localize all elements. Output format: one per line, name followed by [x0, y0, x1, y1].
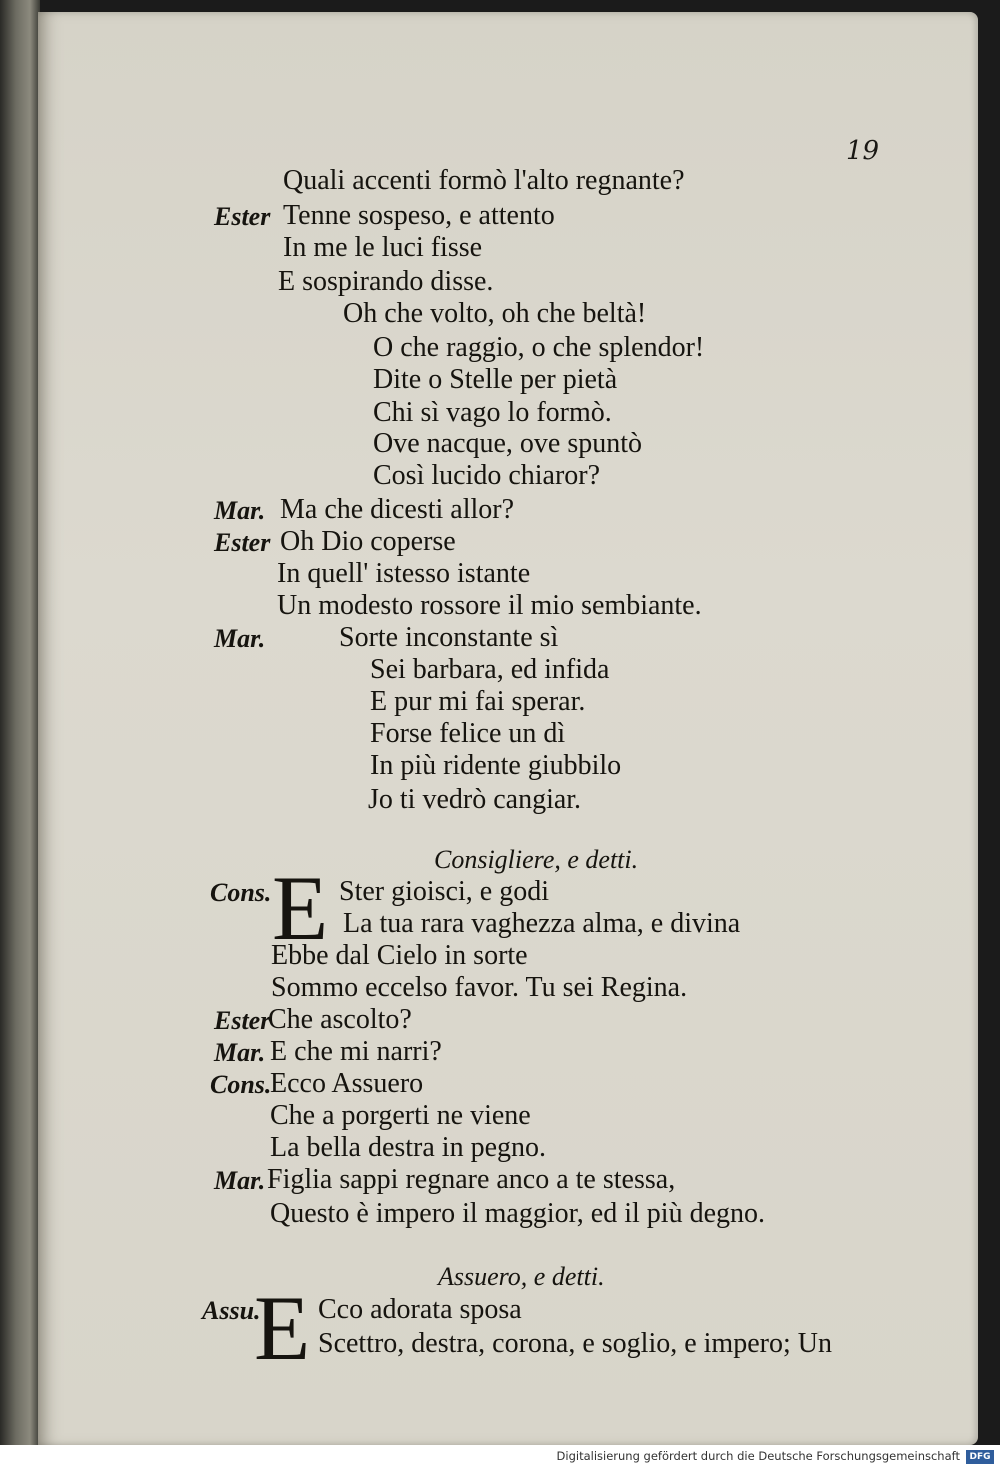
speaker-label: Mar. [214, 496, 266, 525]
scene-heading: Assuero, e detti. [438, 1262, 605, 1291]
speaker-label: Cons. [210, 878, 272, 907]
verse-line: Scettro, destra, corona, e soglio, e impero; Un [318, 1328, 832, 1359]
verse-line: Ove nacque, ove spuntò [373, 428, 643, 459]
verse-line: O che raggio, o che splendor! [373, 332, 705, 363]
drop-capital: E [272, 857, 329, 959]
verse-line: Ster gioisci, e godi [339, 876, 549, 907]
verse-line: Sommo eccelso favor. Tu sei Regina. [271, 972, 688, 1003]
verse-line: Così lucido chiaror? [373, 460, 601, 491]
verse-line: Chi sì vago lo formò. [373, 397, 612, 428]
speaker-label: Mar. [214, 624, 266, 653]
scene-heading: Consigliere, e detti. [434, 845, 639, 874]
verse-line: Sorte inconstante sì [339, 622, 559, 653]
page-number: 19 [846, 136, 880, 166]
verse-line: E pur mi fai sperar. [370, 686, 586, 717]
verse-line: Tenne sospeso, e attento [283, 200, 555, 231]
verse-line: Oh Dio coperse [280, 526, 456, 557]
verse-line: Quali accenti formò l'alto regnante? [283, 165, 685, 196]
speaker-label: Ester [214, 202, 271, 231]
verse-line: Forse felice un dì [370, 718, 566, 749]
verse-line: La bella destra in pegno. [270, 1132, 547, 1163]
digitization-footer [0, 1445, 1000, 1469]
speaker-label: Mar. [214, 1038, 266, 1067]
verse-line: Questo è impero il maggior, ed il più degno. [270, 1198, 766, 1229]
verse-line: Ecco Assuero [270, 1068, 424, 1099]
verse-line: Che a porgerti ne viene [270, 1100, 531, 1131]
drop-capital: E [254, 1277, 311, 1379]
verse-line: Che ascolto? [268, 1004, 412, 1035]
speaker-label: Mar. [214, 1166, 266, 1195]
book-spine [0, 0, 40, 1445]
verse-line: Ebbe dal Cielo in sorte [271, 940, 528, 971]
verse-line: In quell' istesso istante [277, 558, 531, 589]
verse-line: Figlia sappi regnare anco a te stessa, [267, 1164, 676, 1195]
verse-line: In me le luci fisse [283, 232, 483, 263]
speaker-label: Cons. [210, 1070, 272, 1099]
verse-line: Dite o Stelle per pietà [373, 364, 618, 395]
speaker-label: Ester [214, 528, 271, 557]
verse-line: Un modesto rossore il mio sembiante. [277, 590, 702, 621]
dfg-logo-icon: DFG [966, 1450, 994, 1464]
verse-line: E che mi narri? [270, 1036, 442, 1067]
verse-line: Cco adorata sposa [318, 1294, 522, 1325]
footer-credit: Digitalisierung gefördert durch die Deutsche Forschungsgemeinschaft [556, 1449, 960, 1463]
verse-line: Ma che dicesti allor? [280, 494, 515, 525]
verse-line: La tua rara vaghezza alma, e divina [343, 908, 741, 939]
speaker-label: Ester [214, 1006, 271, 1035]
verse-line: Jo ti vedrò cangiar. [368, 784, 582, 815]
speaker-label: Assu. [202, 1296, 261, 1325]
verse-line: E sospirando disse. [278, 266, 494, 297]
verse-line: Oh che volto, oh che beltà! [343, 298, 647, 329]
verse-line: In più ridente giubbilo [370, 750, 622, 781]
verse-line: Sei barbara, ed infida [370, 654, 610, 685]
